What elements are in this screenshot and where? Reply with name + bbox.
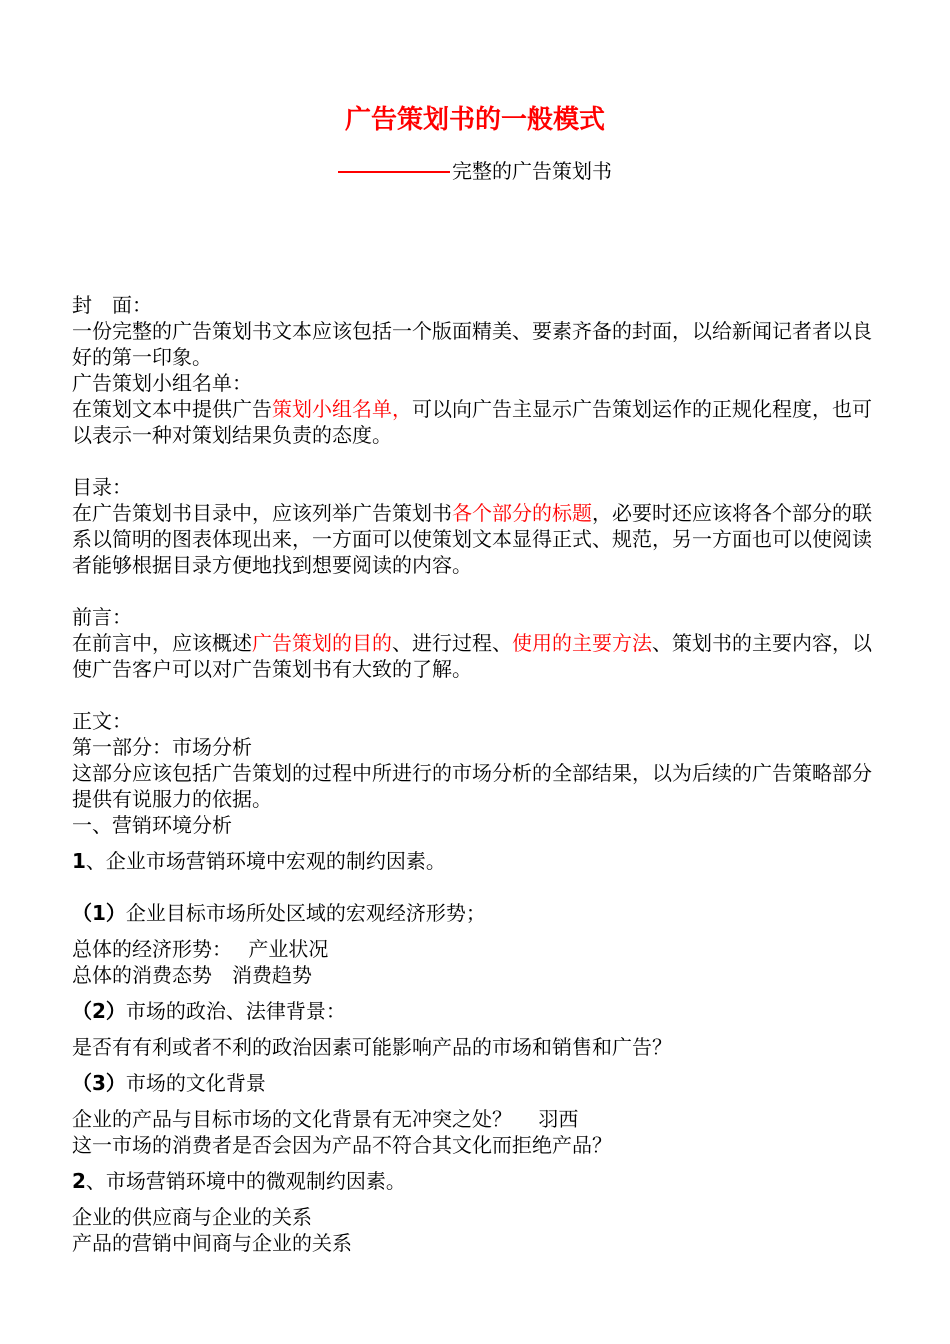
team-text bbox=[72, 396, 880, 448]
toc-text-part: 在广告策划书目录中，应该列举广告策划书 bbox=[72, 501, 452, 525]
subtitle-text: 完整的广告策划书 bbox=[452, 159, 612, 183]
sub1-line2: 总体的消费态势 消费趋势 bbox=[72, 963, 312, 987]
sub1-line1: 总体的经济形势： 产业状况 bbox=[72, 937, 329, 961]
subtitle-dash-rule bbox=[338, 171, 450, 173]
document-subtitle bbox=[0, 156, 950, 186]
item2-number: 2 bbox=[72, 1169, 86, 1193]
item2-text: 、市场营销环境中的微观制约因素。 bbox=[85, 1169, 406, 1193]
toc-heading: 目录： bbox=[72, 475, 132, 499]
sub1-text: 企业目标市场所处区域的宏观经济形势； bbox=[125, 901, 486, 925]
item1-number: 1 bbox=[72, 849, 86, 873]
sub3-text: 市场的文化背景 bbox=[125, 1071, 266, 1095]
item2 bbox=[72, 1168, 880, 1194]
item1 bbox=[72, 848, 880, 874]
document-body bbox=[72, 292, 880, 1256]
item1-text: 、企业市场营销环境中宏观的制约因素。 bbox=[85, 849, 446, 873]
document-title: 广告策划书的一般模式 bbox=[344, 105, 605, 135]
team-heading: 广告策划小组名单： bbox=[72, 371, 252, 395]
preface-highlight: 使用的主要方法 bbox=[512, 631, 652, 655]
sub3 bbox=[72, 1070, 880, 1096]
sub2 bbox=[72, 998, 880, 1024]
part1-heading: 第一部分：市场分析 bbox=[72, 735, 252, 759]
cover-text: 一份完整的广告策划书文本应该包括一个版面精美、要素齐备的封面，以给新闻记者者以良好的第一印象。 bbox=[72, 319, 872, 369]
toc-text bbox=[72, 500, 880, 578]
preface-text-part: 、进行过程、 bbox=[392, 631, 512, 655]
team-text-part: 可以向广告主显示广告策划运作的正规化程度，也可以表示一种对策划结果负责的态度。 bbox=[72, 397, 872, 447]
item2-line1: 企业的供应商与企业的关系 bbox=[72, 1205, 312, 1229]
sub2-line1: 是否有有利或者不利的政治因素可能影响产品的市场和销售和广告？ bbox=[72, 1035, 672, 1059]
preface-text bbox=[72, 630, 880, 682]
sub1 bbox=[72, 900, 880, 926]
section1-heading: 一、营销环境分析 bbox=[72, 813, 232, 837]
sub3-number: （3） bbox=[72, 1071, 126, 1095]
team-highlight: 策划小组名单， bbox=[272, 397, 412, 421]
toc-text-part: ，必要时还应该将各个部分的联系以简明的图表体现出来，一方面可以使策划文本显得正式、规范，另一方面也可以使阅读者能够根据目录方便地找到想要阅读的内容。 bbox=[72, 501, 872, 577]
preface-highlight: 广告策划的目的 bbox=[252, 631, 392, 655]
preface-text-part: 在前言中，应该概述 bbox=[72, 631, 252, 655]
sub3-line2: 这一市场的消费者是否会因为产品不符合其文化而拒绝产品？ bbox=[72, 1133, 612, 1157]
sub3-line1: 企业的产品与目标市场的文化背景有无冲突之处？ 羽西 bbox=[72, 1107, 579, 1131]
cover-heading: 封 面： bbox=[72, 293, 152, 317]
preface-text-part: 、策划书的主要内容，以使广告客户可以对广告策划书有大致的了解。 bbox=[72, 631, 872, 681]
team-text-part: 在策划文本中提供广告 bbox=[72, 397, 272, 421]
toc-highlight: 各个部分的标题 bbox=[452, 501, 592, 525]
part1-text: 这部分应该包括广告策划的过程中所进行的市场分析的全部结果，以为后续的广告策略部分提供有说服力的依据。 bbox=[72, 761, 872, 811]
sub2-text: 市场的政治、法律背景： bbox=[125, 999, 346, 1023]
item2-line2: 产品的营销中间商与企业的关系 bbox=[72, 1231, 352, 1255]
sub1-number: （1） bbox=[72, 901, 126, 925]
sub2-number: （2） bbox=[72, 999, 126, 1023]
main-heading: 正文： bbox=[72, 709, 132, 733]
preface-heading: 前言： bbox=[72, 605, 132, 629]
